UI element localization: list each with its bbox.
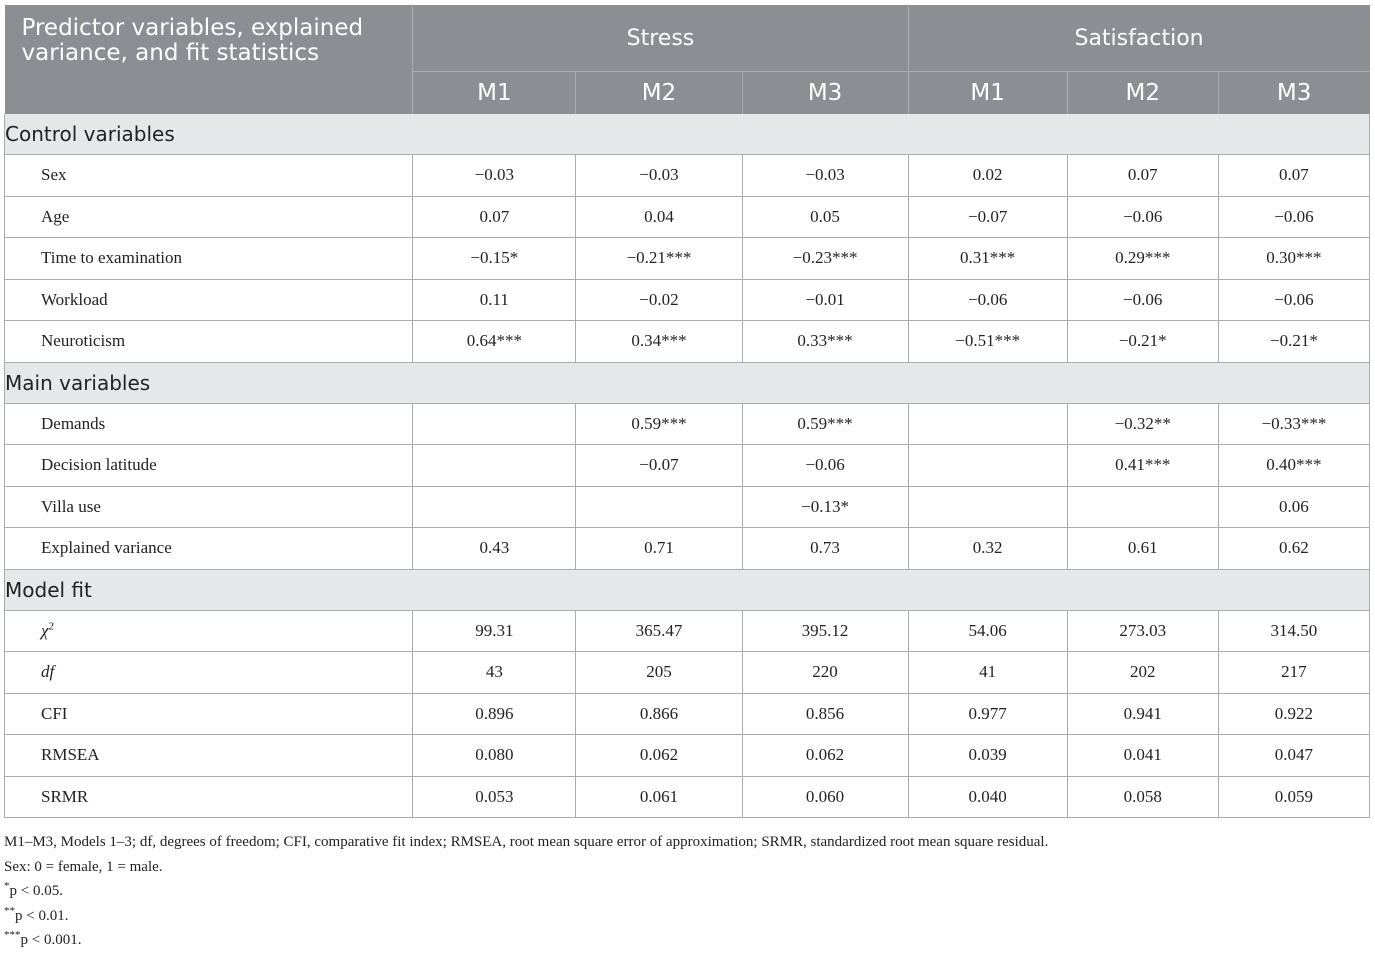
table-cell: [413, 486, 576, 528]
row-label-text: Time to examination: [41, 248, 183, 268]
table-cell: 395.12: [742, 610, 908, 652]
footnote-marker: ***: [4, 929, 21, 942]
table-cell: 0.30***: [1218, 238, 1369, 280]
table-cell: 314.50: [1218, 610, 1369, 652]
table-cell: 43: [413, 652, 576, 694]
row-label: [5, 528, 413, 570]
results-table: [4, 5, 1370, 818]
table-cell: [413, 445, 576, 487]
group-header-stress: Stress: [413, 5, 908, 72]
table-cell: 0.04: [576, 196, 742, 238]
section-header-row: [5, 362, 1370, 403]
table-cell: −0.21***: [576, 238, 742, 280]
row-label: [5, 403, 413, 445]
table-cell: 0.07: [1218, 155, 1369, 197]
model-header: M3: [742, 72, 908, 115]
table-cell: 365.47: [576, 610, 742, 652]
footnote-text: p < 0.05.: [9, 883, 63, 900]
section-title: Model fit: [5, 569, 1370, 610]
table-cell: 220: [742, 652, 908, 694]
table-cell: 0.047: [1218, 735, 1369, 777]
footnote: [4, 904, 1048, 929]
row-label: [5, 445, 413, 487]
table-cell: −0.23***: [742, 238, 908, 280]
row-label: [5, 196, 413, 238]
table-cell: 0.34***: [576, 321, 742, 363]
group-header-satisfaction: Satisfaction: [908, 5, 1369, 72]
table-cell: −0.21*: [1067, 321, 1218, 363]
table-cell: −0.01: [742, 279, 908, 321]
footnote-text: M1–M3, Models 1–3; df, degrees of freedom; CFI, comparative fit index; RMSEA, root mean square error of approximation; SRMR, standardized root mean square residual.: [4, 834, 1049, 850]
table-row: [5, 279, 1370, 321]
table-cell: 0.060: [742, 776, 908, 818]
row-label-superscript: 2: [48, 620, 54, 633]
table-cell: 0.977: [908, 693, 1067, 735]
table-cell: 202: [1067, 652, 1218, 694]
table-cell: 0.02: [908, 155, 1067, 197]
table-cell: 0.062: [742, 735, 908, 777]
table-cell: −0.06: [1218, 279, 1369, 321]
table-cell: 0.61: [1067, 528, 1218, 570]
table-cell: 0.896: [413, 693, 576, 735]
model-header: M2: [576, 72, 742, 115]
footnote: [4, 855, 1048, 880]
table-row: [5, 486, 1370, 528]
model-header: M3: [1218, 72, 1369, 115]
row-label-text: SRMR: [41, 786, 89, 806]
table-cell: [576, 486, 742, 528]
table-cell: 0.062: [576, 735, 742, 777]
table-cell: 0.06: [1218, 486, 1369, 528]
model-header: M1: [908, 72, 1067, 115]
table-cell: 0.922: [1218, 693, 1369, 735]
table-cell: −0.06: [1067, 196, 1218, 238]
section-title: Main variables: [5, 362, 1370, 403]
table-cell: 0.941: [1067, 693, 1218, 735]
table-cell: −0.07: [576, 445, 742, 487]
table-cell: 0.31***: [908, 238, 1067, 280]
row-label-text: Villa use: [41, 496, 101, 516]
row-label: [5, 776, 413, 818]
table-cell: 0.053: [413, 776, 576, 818]
table-row: [5, 155, 1370, 197]
table-cell: −0.02: [576, 279, 742, 321]
table-row: [5, 528, 1370, 570]
row-label-text: χ: [41, 620, 49, 640]
row-label-text: Age: [41, 206, 70, 226]
row-label-text: RMSEA: [41, 745, 100, 765]
table-cell: −0.15*: [413, 238, 576, 280]
table-cell: 99.31: [413, 610, 576, 652]
footnote-text: p < 0.001.: [20, 932, 82, 949]
table-cell: −0.06: [908, 279, 1067, 321]
table-cell: −0.13*: [742, 486, 908, 528]
table-cell: 41: [908, 652, 1067, 694]
row-label-text: Demands: [41, 413, 106, 433]
table-cell: 0.039: [908, 735, 1067, 777]
row-label-text: Decision latitude: [41, 455, 157, 475]
row-label-text: Workload: [41, 289, 108, 309]
table-row: [5, 196, 1370, 238]
table-cell: 0.059: [1218, 776, 1369, 818]
row-label-text: Explained variance: [41, 538, 172, 558]
model-header: M1: [413, 72, 576, 115]
table-cell: 0.058: [1067, 776, 1218, 818]
table-cell: 0.59***: [742, 403, 908, 445]
footnote: [4, 879, 1048, 904]
footnote: [4, 928, 1048, 953]
row-label: [5, 155, 413, 197]
table-cell: [908, 486, 1067, 528]
table-row: [5, 735, 1370, 777]
table-cell: 217: [1218, 652, 1369, 694]
table-row: [5, 321, 1370, 363]
table-cell: [413, 403, 576, 445]
table-cell: 0.71: [576, 528, 742, 570]
row-label-text: Sex: [41, 165, 67, 185]
table-cell: [1067, 486, 1218, 528]
table-cell: 0.73: [742, 528, 908, 570]
row-label-text: df: [41, 662, 55, 682]
table-cell: 0.05: [742, 196, 908, 238]
footnote-marker: **: [4, 904, 15, 917]
table-cell: 0.29***: [1067, 238, 1218, 280]
table-cell: 0.64***: [413, 321, 576, 363]
row-label: [5, 486, 413, 528]
row-label: [5, 279, 413, 321]
model-header: M2: [1067, 72, 1218, 115]
table-cell: −0.32**: [1067, 403, 1218, 445]
table-footnotes: [4, 830, 1048, 953]
table-cell: [908, 445, 1067, 487]
table-cell: −0.03: [576, 155, 742, 197]
row-label: [5, 735, 413, 777]
table-cell: 0.11: [413, 279, 576, 321]
row-label: [5, 652, 413, 694]
table-row: [5, 652, 1370, 694]
table-cell: −0.03: [742, 155, 908, 197]
table-cell: 0.061: [576, 776, 742, 818]
table-cell: −0.06: [742, 445, 908, 487]
footnote-text: Sex: 0 = female, 1 = male.: [4, 858, 163, 875]
table-cell: 0.62: [1218, 528, 1369, 570]
table-cell: 0.07: [413, 196, 576, 238]
table-cell: −0.51***: [908, 321, 1067, 363]
table-cell: −0.03: [413, 155, 576, 197]
table-cell: −0.07: [908, 196, 1067, 238]
footnote-text: p < 0.01.: [15, 907, 69, 924]
table-cell: 0.07: [1067, 155, 1218, 197]
table-row: [5, 445, 1370, 487]
table-row: [5, 776, 1370, 818]
table-cell: 0.041: [1067, 735, 1218, 777]
row-label: [5, 321, 413, 363]
table-cell: 54.06: [908, 610, 1067, 652]
table-cell: 0.40***: [1218, 445, 1369, 487]
table-row: [5, 238, 1370, 280]
table-cell: 0.41***: [1067, 445, 1218, 487]
footnote-marker: *: [4, 880, 10, 893]
table-cell: −0.06: [1218, 196, 1369, 238]
table-cell: 0.040: [908, 776, 1067, 818]
table-cell: 0.43: [413, 528, 576, 570]
table-cell: 0.856: [742, 693, 908, 735]
table-cell: −0.06: [1067, 279, 1218, 321]
table-cell: [908, 403, 1067, 445]
table-body: [5, 114, 1370, 818]
table-cell: 0.33***: [742, 321, 908, 363]
table-cell: 205: [576, 652, 742, 694]
row-label: [5, 610, 413, 652]
section-title: Control variables: [5, 114, 1370, 155]
row-label-text: Neuroticism: [41, 331, 126, 351]
section-header-row: [5, 569, 1370, 610]
table-row: [5, 610, 1370, 652]
table-cell: 0.866: [576, 693, 742, 735]
table-cell: 0.59***: [576, 403, 742, 445]
table-cell: 273.03: [1067, 610, 1218, 652]
header-corner: Predictor variables, explained variance, and fit statistics: [5, 5, 413, 114]
table-row: [5, 693, 1370, 735]
table-cell: 0.080: [413, 735, 576, 777]
table-cell: −0.33***: [1218, 403, 1369, 445]
row-label-text: CFI: [41, 703, 68, 723]
table-cell: −0.21*: [1218, 321, 1369, 363]
row-label: [5, 693, 413, 735]
section-header-row: [5, 114, 1370, 155]
footnote: [4, 830, 1048, 855]
row-label: [5, 238, 413, 280]
table-cell: 0.32: [908, 528, 1067, 570]
table-row: [5, 403, 1370, 445]
